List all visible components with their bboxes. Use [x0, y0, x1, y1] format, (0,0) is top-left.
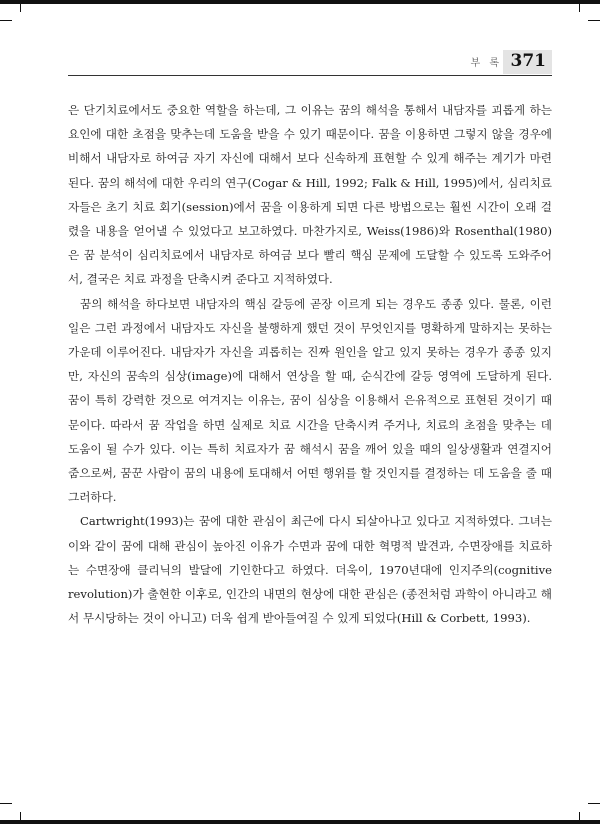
crop-mark: [579, 812, 580, 824]
crop-mark: [588, 20, 600, 21]
running-head: 부 록: [470, 58, 502, 69]
paragraph: 꿈의 해석을 하다보면 내담자의 핵심 갈등에 곧장 이르게 되는 경우도 종종 있다. 물론, 이런 일은 그런 과정에서 내담자도 자신을 불행하게 했던 것이 무엇인지를 명확하게 말하지는 못하는 가운데 이루어진다. 내담자가 자신을 괴롭히는 진짜 원인을 알고 있지 못하는 경우가 종종 있지만, 자신의 꿈속의 심상(image)에 대해서 연상을 할 때, 순식간에 갈등 영역에 도달하게 된다. 꿈이 특히 강력한 것으로 여겨지는 이유는, 꿈이 심상을 이용해서 은유적으로 표현된 것이기 때문이다. 따라서 꿈 작업을 하면 실제로 치료 시간을 단축시켜 주거나, 치료의 초점을 맞추는 데 도움이 될 수가 있다. 이는 특히 치료자가 꿈 해석시 꿈을 깨어 있을 때의 일상생활과 연결지어 줌으로써, 꿈꾼 사람이 꿈의 내용에 토대해서 어떤 행위를 할 것인지를 결정하는 데 도움을 줄 때 그러하다.: [68, 296, 552, 505]
crop-mark: [0, 20, 12, 21]
crop-mark: [20, 812, 21, 824]
crop-mark: [579, 0, 580, 12]
crop-mark: [20, 0, 21, 12]
paragraph: 은 단기치료에서도 중요한 역할을 하는데, 그 이유는 꿈의 해석을 통해서 내담자를 괴롭게 하는 요인에 대한 초점을 맞추는데 도움을 받을 수 있기 때문이다. 꿈을 이용하면 그렇지 않을 경우에 비해서 내담자로 하여금 자기 자신에 대해서 보다 신속하게 표현할 수 있게 해주는 계기가 마련된다. 꿈의 해석에 대한 우리의 연구(Cogar & Hill, 1992; Falk & Hill, 1995)에서, 심리치료자들은 초기 치료 회기(session)에서 꿈을 이용하게 되면 다른 방법으로는 훨씬 시간이 오래 걸렸을 내용을 얻어낼 수 있었다고 보고하였다. 마찬가지로, Weiss(1986)와 Rosenthal(1980)은 꿈 분석이 심리치료에서 내담자로 하여금 보다 빨리 핵심 문제에 도달할 수 있도록 도와주어서, 결국은 치료 과정을 단축시켜 준다고 지적하였다.: [68, 103, 552, 287]
crop-mark: [0, 803, 12, 804]
page-header: [68, 50, 552, 76]
bottom-border: [0, 820, 600, 824]
page-number: 371: [503, 50, 553, 74]
crop-mark: [588, 803, 600, 804]
top-border: [0, 0, 600, 4]
body-text: [68, 98, 552, 630]
header-rule: [68, 75, 552, 76]
paragraph: Cartwright(1993)는 꿈에 대한 관심이 최근에 다시 되살아나고 있다고 지적하였다. 그녀는 이와 같이 꿈에 대해 관심이 높아진 이유가 수면과 꿈에 대한 혁명적 발견과, 수면장애를 치료하는 수면장애 클리닉의 발달에 기인한다고 하였다. 더욱이, 1970년대에 인지주의(cognitive revolution)가 출현한 이후로, 인간의 내면의 현상에 대한 관심은 (종전처럼 과학이 아니라고 해서 무시당하는 것이 아니고) 더욱 쉽게 받아들여질 수 있게 되었다(Hill & Corbett, 1993).: [68, 514, 552, 626]
